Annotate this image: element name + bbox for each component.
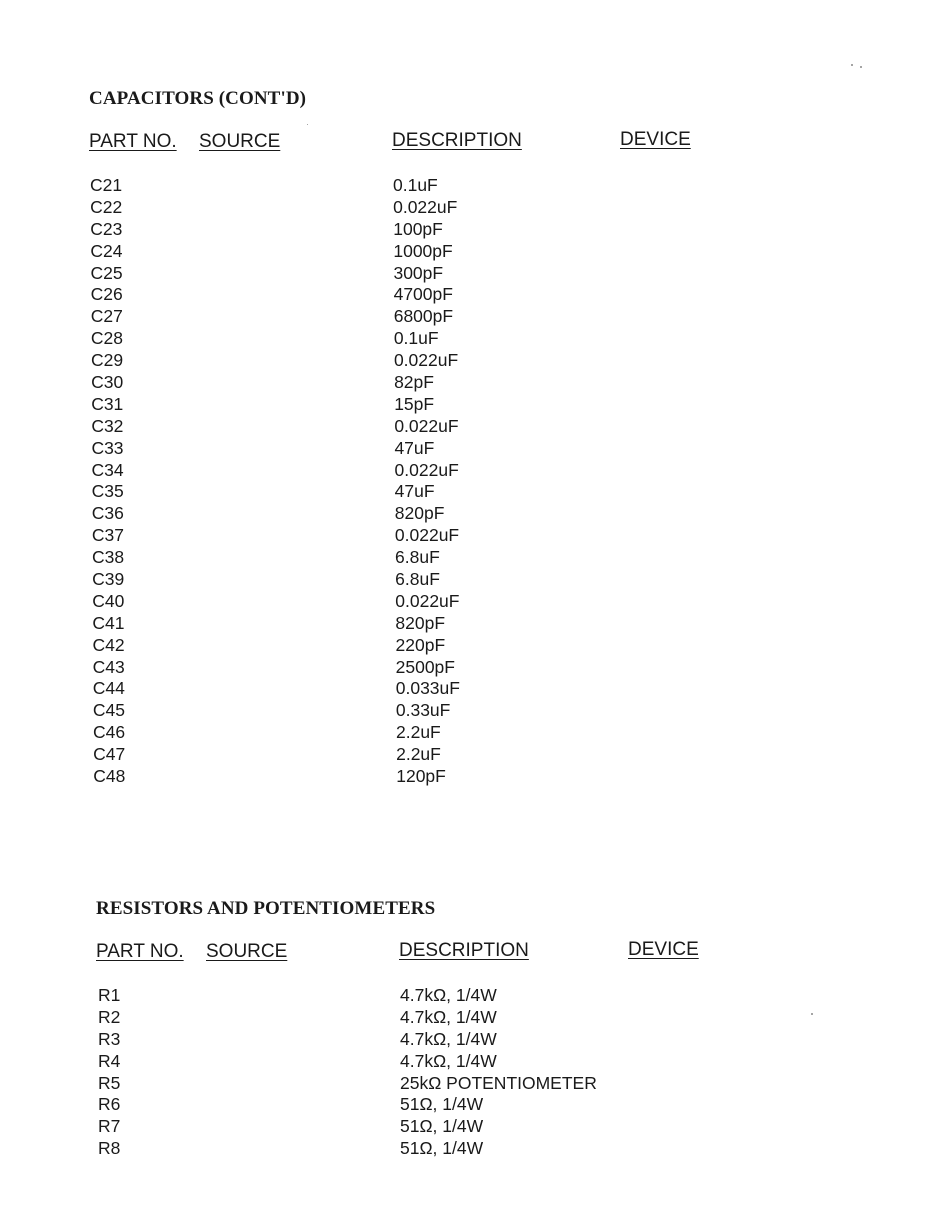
part-number: C47	[93, 744, 126, 765]
part-number: R6	[98, 1094, 121, 1115]
part-description: 0.33uF	[395, 700, 451, 721]
part-description: 4700pF	[393, 284, 453, 305]
resistors-header-device: DEVICE	[628, 939, 699, 960]
part-number: C30	[91, 372, 124, 393]
resistors-header-source: SOURCE	[206, 941, 288, 962]
part-number: C22	[90, 196, 123, 217]
capacitors-row	[90, 744, 510, 766]
capacitors-row	[90, 678, 510, 700]
capacitors-list	[90, 175, 510, 788]
capacitors-row	[90, 525, 510, 547]
part-description: 2.2uF	[396, 722, 441, 743]
part-number: C41	[92, 612, 125, 633]
part-description: 25kΩ POTENTIOMETER	[400, 1072, 597, 1093]
capacitors-row	[90, 438, 510, 460]
part-number: C33	[91, 437, 124, 458]
capacitors-row	[90, 700, 510, 722]
part-description: 2500pF	[395, 656, 455, 677]
capacitors-header-source: SOURCE	[199, 131, 281, 152]
capacitors-row	[90, 503, 510, 525]
capacitors-row	[90, 416, 510, 438]
part-number: C48	[93, 766, 126, 787]
part-description: 1000pF	[393, 240, 453, 261]
part-description: 820pF	[394, 503, 445, 524]
part-description: 0.022uF	[394, 415, 459, 436]
resistors-row	[98, 985, 658, 1007]
part-number: R8	[98, 1138, 121, 1159]
part-number: C25	[90, 262, 123, 283]
part-description: 51Ω, 1/4W	[400, 1116, 484, 1137]
part-description: 120pF	[396, 766, 446, 787]
part-number: R2	[98, 1006, 121, 1027]
part-number: C39	[92, 569, 125, 590]
capacitors-row	[90, 569, 510, 591]
part-description: 2.2uF	[396, 744, 441, 765]
capacitors-row	[90, 197, 510, 219]
part-description: 4.7kΩ, 1/4W	[400, 1028, 497, 1049]
capacitors-row	[90, 263, 510, 285]
part-number: C40	[92, 590, 125, 611]
part-description: 4.7kΩ, 1/4W	[400, 985, 497, 1005]
part-number: C34	[91, 459, 124, 480]
part-number: C46	[93, 722, 126, 743]
part-description: 4.7kΩ, 1/4W	[400, 1050, 497, 1071]
part-description: 6.8uF	[395, 569, 440, 590]
capacitors-row	[90, 766, 510, 788]
part-description: 0.1uF	[393, 328, 439, 349]
part-number: C36	[91, 503, 124, 524]
part-description: 51Ω, 1/4W	[400, 1094, 484, 1115]
part-description: 6.8uF	[395, 547, 440, 568]
part-number: C45	[92, 700, 125, 721]
part-description: 6800pF	[393, 306, 454, 327]
part-description: 47uF	[394, 481, 435, 502]
capacitors-row	[90, 372, 510, 394]
capacitors-row	[90, 175, 510, 197]
capacitors-row	[90, 284, 510, 306]
capacitors-header-device: DEVICE	[620, 129, 691, 150]
capacitors-row	[90, 219, 510, 241]
capacitors-row	[90, 547, 510, 569]
resistors-title: RESISTORS AND POTENTIOMETERS	[96, 898, 436, 919]
part-number: C27	[90, 306, 123, 327]
resistors-row	[98, 1116, 658, 1138]
part-description: 0.022uF	[395, 590, 460, 611]
part-number: C29	[90, 350, 124, 371]
part-description: 0.033uF	[395, 678, 460, 699]
capacitors-row	[90, 481, 510, 503]
part-description: 4.7kΩ, 1/4W	[400, 1006, 497, 1027]
capacitors-row	[90, 591, 510, 613]
part-description: 47uF	[394, 437, 435, 458]
part-description: 300pF	[393, 262, 444, 283]
capacitors-row	[90, 722, 510, 744]
resistors-list	[98, 985, 658, 1160]
capacitors-row	[90, 635, 510, 657]
part-description: 15pF	[394, 393, 435, 414]
part-number: C23	[90, 218, 123, 239]
part-description: 0.022uF	[394, 459, 459, 480]
part-number: C21	[90, 175, 123, 195]
part-number: C35	[91, 481, 124, 502]
part-number: C44	[92, 678, 125, 699]
part-number: C28	[90, 328, 123, 349]
part-description: 0.022uF	[393, 350, 459, 371]
capacitors-row	[90, 241, 510, 263]
capacitors-row	[90, 350, 510, 372]
part-description: 51Ω, 1/4W	[400, 1138, 484, 1159]
part-number: R7	[98, 1116, 121, 1137]
part-description: 100pF	[393, 218, 443, 239]
capacitors-row	[90, 460, 510, 482]
resistors-row	[98, 1007, 658, 1029]
capacitors-header-description: DESCRIPTION	[392, 130, 522, 151]
capacitors-row	[90, 394, 510, 416]
resistors-row	[98, 1094, 658, 1116]
part-description: 0.022uF	[393, 196, 458, 217]
part-number: C24	[90, 240, 123, 261]
resistors-row	[98, 1051, 658, 1073]
capacitors-header-part-no: PART NO.	[89, 131, 177, 152]
part-description: 0.022uF	[394, 525, 460, 546]
resistors-header-part-no: PART NO.	[96, 941, 184, 962]
capacitors-row	[90, 657, 510, 679]
part-number: C38	[92, 547, 125, 568]
capacitors-row	[90, 613, 510, 635]
part-number: C43	[92, 656, 125, 677]
part-description: 0.1uF	[393, 175, 438, 195]
part-description: 820pF	[395, 612, 446, 633]
part-number: C26	[90, 284, 123, 305]
capacitors-row	[90, 328, 510, 350]
part-number: C32	[91, 415, 124, 436]
resistors-header-description: DESCRIPTION	[399, 940, 529, 961]
resistors-row	[98, 1029, 658, 1051]
part-number: R3	[98, 1028, 121, 1049]
resistors-row	[98, 1073, 658, 1095]
part-number: C31	[91, 393, 124, 414]
capacitors-title: CAPACITORS (CONT'D)	[89, 88, 307, 109]
part-number: R1	[98, 985, 121, 1005]
resistors-row	[98, 1138, 658, 1160]
capacitors-row	[90, 306, 510, 328]
part-description: 220pF	[395, 634, 446, 655]
part-number: C37	[91, 525, 125, 546]
part-number: R5	[98, 1072, 121, 1093]
part-number: C42	[92, 634, 125, 655]
part-number: R4	[98, 1050, 121, 1071]
part-description: 82pF	[394, 372, 434, 393]
